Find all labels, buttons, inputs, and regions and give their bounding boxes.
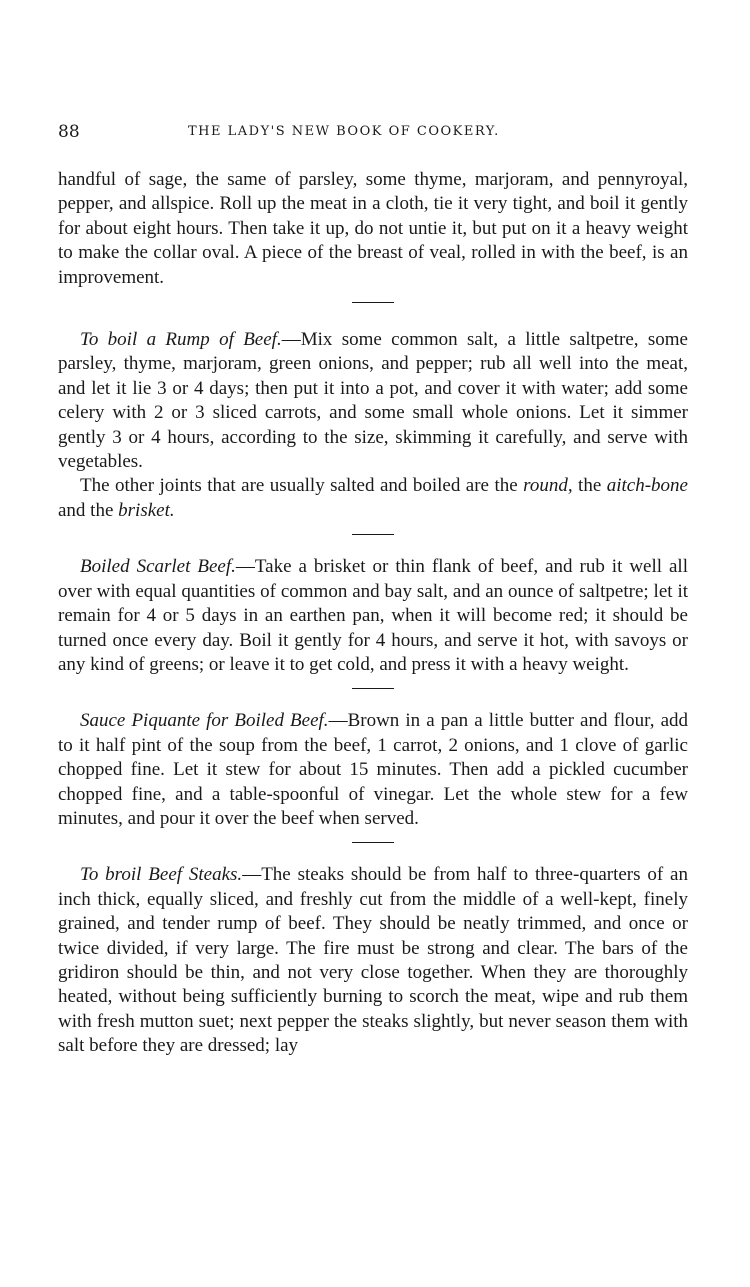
recipe-body: —Take a brisket or thin flank of beef, and rub it well all over with equal quantities of common and bay salt, and an ounce of saltpetre; let it remain for 4 or 5 days in an earthen pan, when it will become red; it should be turned once every day. Boil it gently for 4 hours, and serve it hot, with savoys or any kind of greens; or leave it to get cold, and press it with a heavy weight.: [58, 556, 688, 675]
page-header: [58, 122, 690, 146]
term-aitch-bone: aitch-bone: [606, 475, 688, 497]
paragraph-joints: [58, 474, 688, 523]
recipe-body: —Brown in a pan a little butter and flour, add to it half pint of the soup from the beef, 1 carrot, 2 onions, and 1 clove of garlic chopped fine. Let it stew for about 15 minutes. Then add a pickled cucumber chopped fine, and a table-spoonful of vinegar. Let the whole stew for a few minutes, and pour it over the beef when served.: [58, 710, 689, 829]
page-number: 88: [58, 122, 80, 142]
running-title: THE LADY'S NEW BOOK OF COOKERY.: [188, 124, 500, 139]
paragraph-continuation: handful of sage, the same of parsley, some thyme, marjoram, and pennyroyal, pepper, and allspice. Roll up the meat in a cloth, tie it very tight, and boil it gently for about eight hours. Then take it up, do not untie it, but put on it a heavy weight to make the collar oval. A piece of the breast of veal, rolled in with the beef, is an improvement.: [58, 169, 688, 288]
recipe-title: Sauce Piquante for Boiled Beef.: [80, 710, 329, 732]
recipe-broil-beef-steaks: [58, 863, 688, 1058]
recipe-title: To broil Beef Steaks.: [80, 864, 243, 886]
recipe-body: —The steaks should be from half to three-quarters of an inch thick, equally sliced, and freshly cut from the middle of a well-kept, finely grained, and tender rump of beef. They should be neatly trimmed, and once or twice divided, if very large. The fire must be strong and clear. The bars of the gridiron should be thin, and not very close together. When they are thoroughly heated, without being sufficiently burning to scorch the meat, wipe and rub them with fresh mutton suet; next pepper the steaks slightly, but never season them with salt before they are dressed; lay: [58, 864, 688, 1057]
term-round: round,: [523, 475, 573, 497]
section-divider: [352, 688, 394, 689]
text-run: the: [572, 475, 607, 497]
recipe-body: —Mix some common salt, a little saltpetre, some parsley, thyme, marjoram, green onions, and pepper; rub all well into the meat, and let it lie 3 or 4 days; then put it into a pot, and cover it with water; add some celery with 2 or 3 sliced carrots, and some small whole onions. Let it simmer gently 3 or 4 hours, according to the size, skimming it carefully, and serve with vegetables.: [58, 329, 688, 473]
term-brisket: brisket.: [118, 499, 175, 521]
text-run: The other joints that are usually salted and boiled are the: [80, 475, 524, 497]
text-run: and the: [58, 499, 119, 521]
recipe-title: To boil a Rump of Beef.: [80, 329, 282, 351]
recipe-boil-rump-of-beef: [58, 328, 688, 474]
recipe-title: Boiled Scarlet Beef.: [80, 556, 236, 578]
section-divider: [352, 842, 394, 843]
recipe-boiled-scarlet-beef: [58, 555, 688, 677]
recipe-sauce-piquante: [58, 709, 688, 831]
section-divider: [352, 534, 394, 535]
body-text: [58, 168, 688, 1059]
section-divider: [352, 302, 394, 303]
